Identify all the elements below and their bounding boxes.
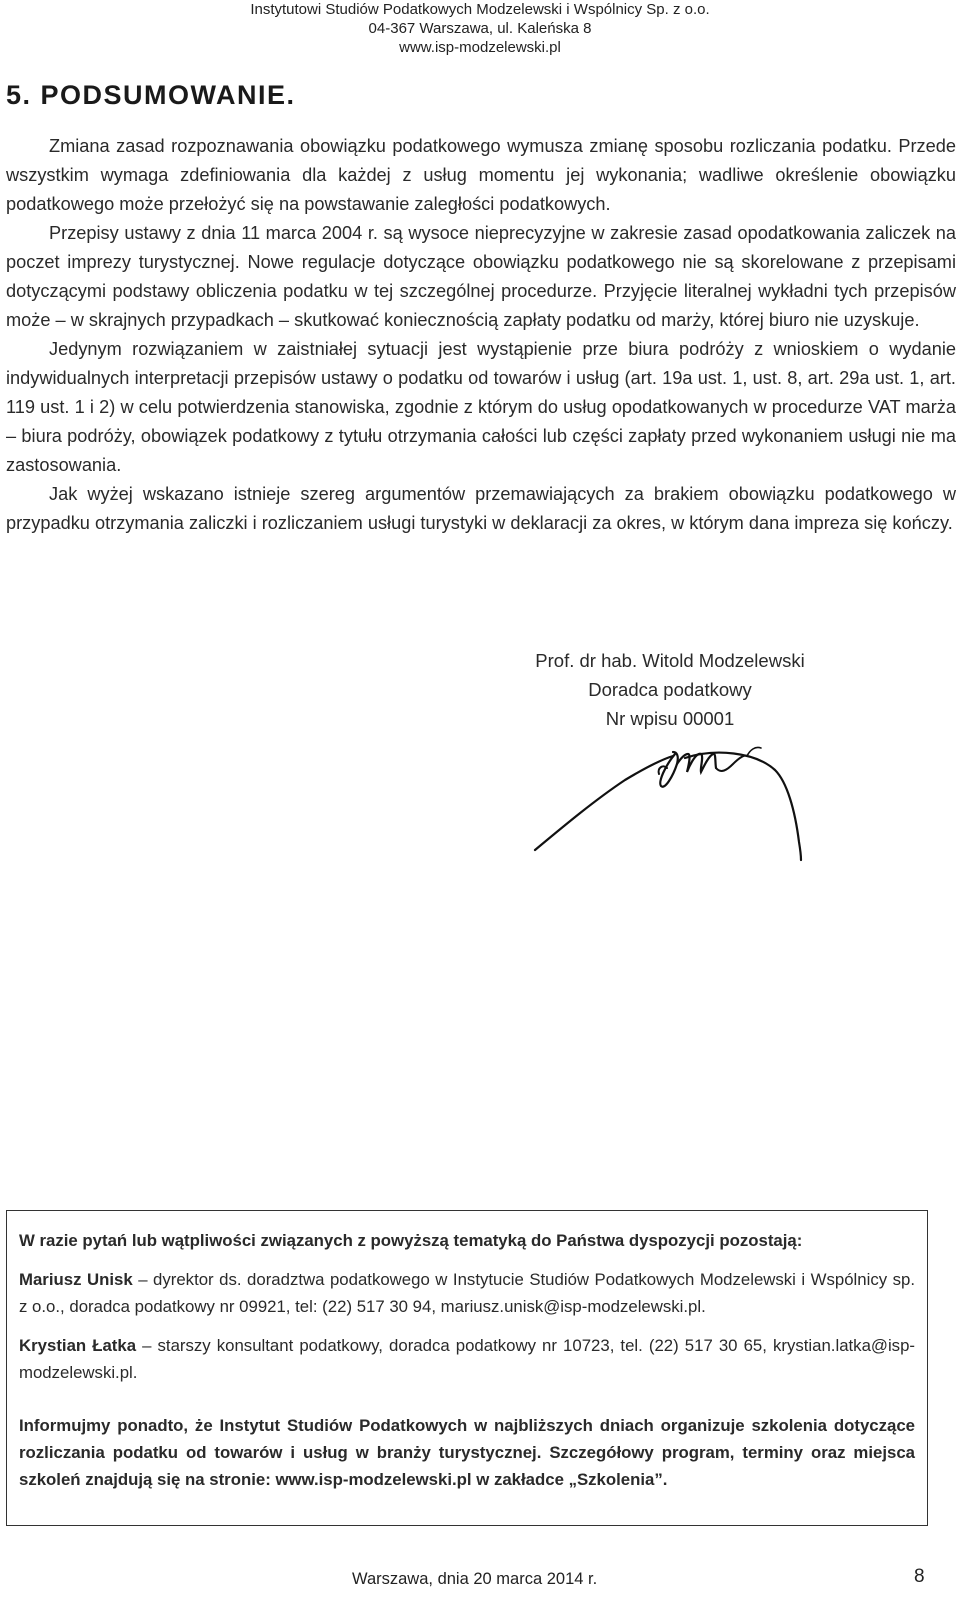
contact-intro: W razie pytań lub wątpliwości związanych z powyższą tematyką do Państwa dyspozycji pozostają: xyxy=(19,1231,803,1250)
contact-person-2 xyxy=(19,1332,915,1386)
contact-info-box xyxy=(6,1210,928,1526)
letterhead-company: Instytutowi Studiów Podatkowych Modzelewski i Wspólnicy Sp. z o.o. xyxy=(250,1,710,18)
paragraph-3: Jedynym rozwiązaniem w zaistniałej sytuacji jest wystąpienie prze biura podróży z wnioskiem o wydanie indywidualnych interpretacji przepisów ustawy o podatku od towarów i usług (art. 19a ust. 1, ust. 8, art. 29a ust. 1, art. 119 ust. 1 i 2) w celu potwierdzenia stanowiska, zgodnie z którym do usług opodatkowanych w procedurze VAT marża – biura podróży, obowiązek podatkowy z tytułu otrzymania całości lub części zapłaty przed wykonaniem usługi nie ma zastosowania. xyxy=(6,339,956,475)
paragraph-2: Przepisy ustawy z dnia 11 marca 2004 r. są wysoce nieprecyzyjne w zakresie zasad opodatkowania zaliczek na poczet imprezy turystycznej. Nowe regulacje dotyczące obowiązku podatkowego nie są skorelowane z przepisami dotyczącymi podstawy obliczenia podatku w tej szczególnej procedurze. Przyjęcie literalnej wykładni tych przepisów może – w skrajnych przypadkach – skutkować koniecznością zapłaty podatku od marży, której biuro nie uzyskuje. xyxy=(6,223,956,330)
summary-body xyxy=(6,132,956,538)
handwritten-signature xyxy=(525,730,825,880)
document-date: Warszawa, dnia 20 marca 2014 r. xyxy=(352,1570,598,1588)
training-announcement: Informujmy ponadto, że Instytut Studiów Podatkowych w najbliższych dniach organizuje szkolenia dotyczące rozliczania podatku od towarów i usług w branży turystycznej. Szczegółowy program, terminy oraz miejsca szkoleń znajdują się na stronie: www.isp-modzelewski.pl w zakładce „Szkolenia”. xyxy=(19,1416,915,1489)
signatory-registry: Nr wpisu 00001 xyxy=(605,708,735,729)
contact-person-2-details: – starszy konsultant podatkowy, doradca podatkowy nr 10723, tel. (22) 517 30 65, krystian.latka@isp-modzelewski.pl. xyxy=(19,1336,915,1382)
section-title: 5. PODSUMOWANIE. xyxy=(6,80,296,110)
contact-person-2-name: Krystian Łatka xyxy=(19,1336,137,1355)
letterhead-address: 04-367 Warszawa, ul. Kaleńska 8 xyxy=(368,20,592,37)
contact-person-1-name: Mariusz Unisk xyxy=(19,1270,133,1289)
signatory-role: Doradca podatkowy xyxy=(588,679,752,700)
paragraph-4: Jak wyżej wskazano istnieje szereg argumentów przemawiających za brakiem obowiązku podatkowego w przypadku otrzymania zaliczki i rozliczaniem usługi turystyki w deklaracji za okres, w którym dana impreza się kończy. xyxy=(6,484,956,533)
letterhead-website: www.isp-modzelewski.pl xyxy=(399,39,561,56)
paragraph-1: Zmiana zasad rozpoznawania obowiązku podatkowego wymusza zmianę sposobu rozliczania podatku. Przede wszystkim wymaga zdefiniowania dla każdej z usług momentu jej wykonania; wadliwe określenie obowiązku podatkowego może przełożyć się na powstawanie zaległości podatkowych. xyxy=(6,136,956,214)
page-number: 8 xyxy=(914,1566,925,1587)
contact-person-1 xyxy=(19,1266,915,1320)
contact-person-1-details: – dyrektor ds. doradztwa podatkowego w Instytucie Studiów Podatkowych Modzelewski i Wspólnicy sp. z o.o., doradca podatkowy nr 09921, tel: (22) 517 30 94, mariusz.unisk@isp-modzelewski.pl. xyxy=(19,1270,915,1316)
signatory-name: Prof. dr hab. Witold Modzelewski xyxy=(535,650,805,671)
letterhead xyxy=(180,0,780,57)
signature-block xyxy=(500,646,840,733)
